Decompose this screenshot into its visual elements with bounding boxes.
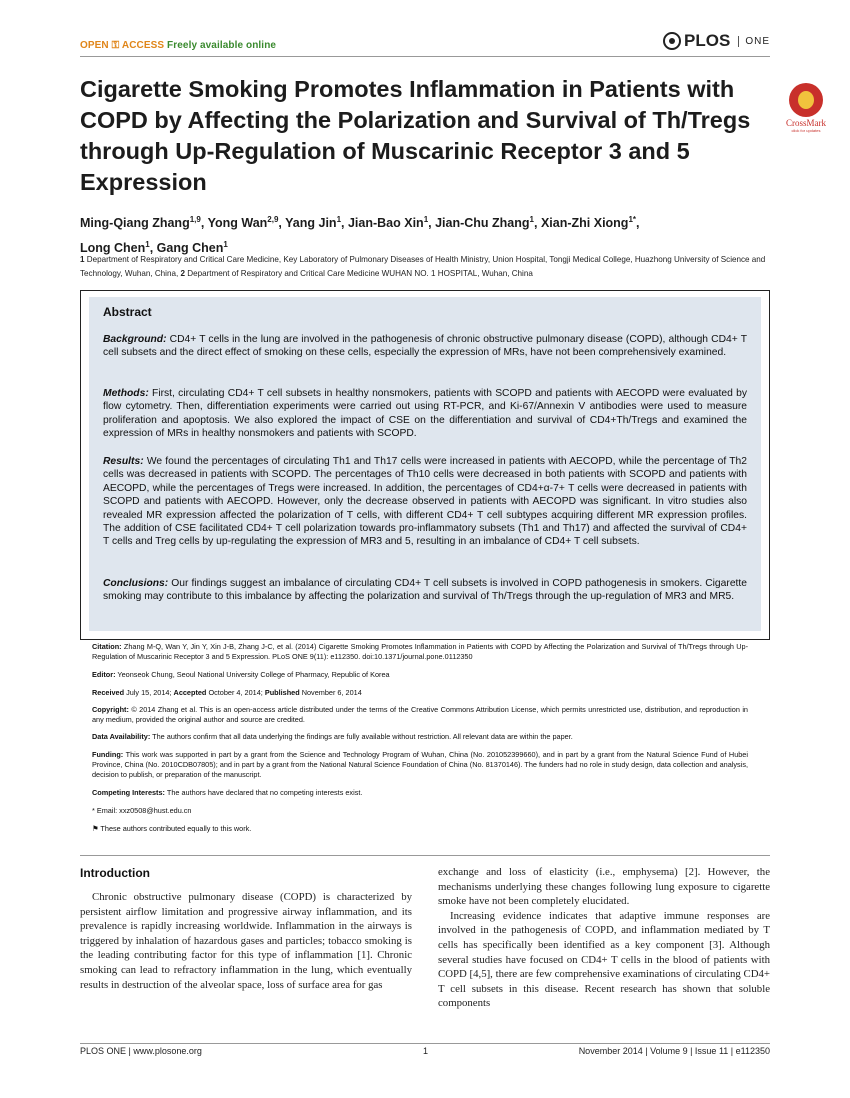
- paper-title: Cigarette Smoking Promotes Inflammation in Patients with COPD by Affecting the Polarization and Survival of Th/Tregs through Up-Regulation of Muscarinic Receptor 3 and 5 Expression: [80, 76, 751, 195]
- open-access-badge: [80, 40, 276, 51]
- author: Yong Wan$^{2,9}$: [207, 215, 279, 231]
- abstract-methods: Methods: First, circulating CD4+ T cell subsets in healthy nonsmokers, patients with SCOPD and patients with AECOPD were evaluated by flow cytometry. Then, differentiation experiments were carried out using RT-PCR, and Ki-67/Annexin V antibodies were used to measure proliferation and apoptosis. We also explored the impact of CSE on the differentiation and survival of CD4+Th/Tregs and examined the expression of MRs in healthy nonsmokers and patients with SCOPD.: [103, 388, 747, 440]
- author: Yang Jin$^1$: [285, 215, 342, 231]
- copyright: Copyright: © 2014 Zhang et al. This is an open-access article distributed under the terms of the Creative Commons Attribution License, which permits unrestricted use, distribution, and reproduction in any medium, provided the original author and source are credited.: [92, 705, 748, 724]
- data-availability: Data Availability: The authors confirm that all data underlying the findings are fully available without restriction. All relevant data are within the paper.: [92, 732, 573, 741]
- abstract-heading: Abstract: [103, 305, 152, 319]
- crossmark-badge[interactable]: [782, 83, 830, 133]
- crossmark-sub: click for updates: [791, 128, 821, 133]
- footer-journal: PLOS ONE | www.plosone.org: [80, 1046, 202, 1056]
- author: Xian-Zhi Xiong$^{1*}$: [540, 215, 637, 231]
- open-access-lock-icon: ⚿: [111, 40, 120, 51]
- intro-right-column: exchange and loss of elasticity (i.e., emphysema) [2]. However, the mechanisms underlying these changes following lung exposure to cigarette smoke have not been completely elucidated. Increasing evidence indicates that adaptive immune responses are involved in the pathogenesis of COPD, and inflammation mediated by T cells has specifically been identified as a key component [3]. Although several studies have focused on CD4+ T cells in the blood of patients with COPD [4,5], there are few comprehensive examinations of circulating CD4+ T cell subsets in this disease. Recent research has shown that soluble components: [438, 866, 770, 1010]
- affiliations: 1 Department of Respiratory and Critical Care Medicine, Key Laboratory of Pulmonary Diseases of Health Ministry, Union Hospital, Tongji Medical College, Huazhong University of Science and Technology, Wuhan, China, 2 Department of Respiratory and Critical Care Medicine WUHAN NO. 1 HOSPITAL, Wuhan, China: [80, 255, 766, 278]
- journal-sub: ONE: [738, 36, 770, 47]
- editor: Editor: Yeonseok Chung, Seoul National University College of Pharmacy, Republic of Korea: [92, 670, 390, 679]
- journal-logo: [663, 31, 770, 51]
- author: Jian-Bao Xin$^1$: [347, 215, 429, 231]
- abstract-background: Background: CD4+ T cells in the lung are involved in the pathogenesis of chronic obstructive pulmonary disease (COPD), although CD4+ T cell subsets and the direct effect of smoking on these cells, especially the expression of MRs, have not been comprehensively examined.: [103, 334, 747, 359]
- header-rule: [80, 56, 770, 57]
- competing-interests: Competing Interests: The authors have declared that no competing interests exist.: [92, 788, 363, 797]
- open-label: OPEN: [80, 40, 109, 51]
- author: Jian-Chu Zhang$^1$: [435, 215, 534, 231]
- freely-available-label: Freely available online: [167, 40, 277, 51]
- introduction-heading: Introduction: [80, 866, 150, 880]
- corresponding-email: * Email: xxz0508@hust.edu.cn: [92, 806, 192, 815]
- equal-contribution: ⚑ These authors contributed equally to this work.: [92, 824, 252, 833]
- dates: Received July 15, 2014; Accepted October 4, 2014; Published November 6, 2014: [92, 688, 362, 697]
- abstract-conclusions: Conclusions: Our findings suggest an imbalance of circulating CD4+ T cell subsets is involved in COPD pathogenesis in smokers. Cigarette smoking may contribute to this imbalance by affecting the polarization and survival of Th/Tregs through the up-regulation of MR3 and MR5.: [103, 578, 747, 603]
- journal-brand: PLOS: [684, 31, 731, 50]
- crossmark-icon: [789, 83, 823, 117]
- crossmark-label: CrossMark: [786, 118, 826, 128]
- intro-left-column: Chronic obstructive pulmonary disease (COPD) is characterized by persistent airflow limitation and progressive airway inflammation, and its prevalence is rapidly increasing worldwide. Inflammation in the airways is triggered by inhalation of hazardous gases and particles; tobacco smoking is the leading contributing factor for this type of inflammation [1]. Chronic smoking can lead to refractory inflammation in the lung, which eventually results in destruction of the alveolar space, loss of surface area for gas: [80, 891, 412, 991]
- footer-rule: [80, 1043, 770, 1044]
- abstract-results: Results: We found the percentages of circulating Th1 and Th17 cells were increased in patients with AECOPD, while the percentage of Th2 cells was decreased in patients with SCOPD. The percentages of Th10 cells were decreased in both patients with SCOPD and patients with AECOPD, while the percentages of Tregs were increased. In addition, the percentages of CD4+α-7+ T cells were decreased in patients with SCOPD and patients with AECOPD. However, only the decrease observed in patients with AECOPD was significant. In vitro studies also revealed MR expression affected the polarization of T cells, with different CD4+ T cell subtypes acquiring different MR expression profiles. The addition of CSE facilitated CD4+ T cell polarization towards pro-inflammatory subsets (Th1 and Th17) and affected the survival of CD4+ T cells and Treg cells by up-regulating the expression of MR3 and 5, resulting in an imbalance of CD4+ T cell subsets.: [103, 456, 747, 548]
- plos-logo-icon: [663, 32, 681, 50]
- access-label: ACCESS: [121, 40, 165, 51]
- author: Long Chen$^1$: [80, 240, 150, 256]
- citation: Citation: Zhang M-Q, Wan Y, Jin Y, Xin J-B, Zhang J-C, et al. (2014) Cigarette Smoking Promotes Inflammation in Patients with COPD by Affecting the Polarization and Survival of Th/Tregs through Up-Regulation of Muscarinic Receptor 3 and 5 Expression. PLoS ONE 9(11): e112350. doi:10.1371/journal.pone.0112350: [92, 642, 748, 661]
- funding: Funding: This work was supported in part by a grant from the Science and Technology Program of Wuhan, China (No. 201052399660), and in part by a grant from the Natural Science Fund of Hubei Province, China (No. 2010CDB07805); and in part by a grant from the National Natural Science Foundation of China (No. 81370146). The funders had no role in study design, data collection and analysis, decision to publish, or preparation of the manuscript.: [92, 750, 748, 779]
- section-rule: [80, 855, 770, 856]
- author: Gang Chen$^1$: [156, 240, 228, 256]
- page-number: 1: [423, 1046, 429, 1056]
- author: Ming-Qiang Zhang$^{1,9}$: [80, 215, 201, 231]
- author-list: Ming-Qiang Zhang$^{1,9}$, Yong Wan$^{2,9}$, Yang Jin$^1$, Jian-Bao Xin$^1$, Jian-Chu Zhang$^1$, Xian-Zhi Xiong$^{1*}$, Long Chen$^1$, Gang Chen$^1$: [80, 215, 640, 256]
- footer-issue: November 2014 | Volume 9 | Issue 11 | e112350: [578, 1046, 770, 1056]
